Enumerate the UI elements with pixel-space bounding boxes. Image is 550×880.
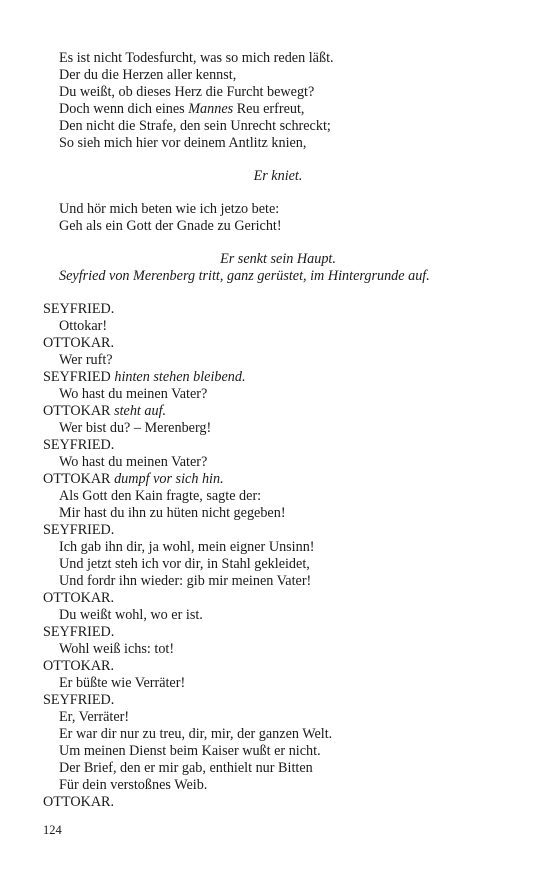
speaker-name: SEYFRIED. (43, 437, 115, 453)
spacer (43, 185, 513, 201)
stage-direction: Seyfried von Merenberg tritt, ganz gerüstet, im Hintergrunde auf. (59, 268, 430, 284)
dialogue-line: Ottokar! (59, 318, 108, 334)
speaker-line (43, 794, 513, 811)
dialogue-line: Und jetzt steh ich vor dir, in Stahl gekleidet, (59, 556, 310, 572)
dialogue-line: Wo hast du meinen Vater? (59, 386, 208, 402)
verse-line: Es ist nicht Todesfurcht, was so mich reden läßt. (59, 50, 334, 66)
speaker-line (43, 471, 513, 488)
stage-note: steht auf. (114, 403, 167, 419)
emphasized-word: Mannes (188, 101, 234, 117)
speaker-line (43, 692, 513, 709)
dialogue-line: Um meinen Dienst beim Kaiser wußt er nicht. (59, 743, 321, 759)
dialogue-line: Ich gab ihn dir, ja wohl, mein eigner Unsinn! (59, 539, 315, 555)
verse-line: Den nicht die Strafe, den sein Unrecht schreckt; (59, 118, 331, 134)
dialogue-line: Der Brief, den er mir gab, enthielt nur Bitten (59, 760, 313, 776)
dialogue-line: Wer bist du? – Merenberg! (59, 420, 212, 436)
verse-line: Der du die Herzen aller kennst, (59, 67, 237, 83)
dialogue-line: Du weißt wohl, wo er ist. (59, 607, 203, 623)
verse-text: Reu erfreut, (233, 101, 305, 117)
dialogue-line: Er, Verräter! (59, 709, 130, 725)
text-block (43, 50, 513, 811)
speaker-line (43, 624, 513, 641)
speaker-name: OTTOKAR (43, 403, 111, 419)
page-number: 124 (43, 823, 62, 837)
speaker-line (43, 335, 513, 352)
speaker-line (43, 301, 513, 318)
dialogue-line: Wo hast du meinen Vater? (59, 454, 208, 470)
speaker-line (43, 590, 513, 607)
speaker-line (43, 437, 513, 454)
verse-line (43, 101, 513, 118)
speaker-name: OTTOKAR. (43, 590, 115, 606)
stage-direction: Er senkt sein Haupt. (220, 251, 336, 267)
speaker-name: SEYFRIED (43, 369, 111, 385)
verse-text: Doch wenn dich eines (59, 101, 189, 117)
dialogue-line: Wohl weiß ichs: tot! (59, 641, 175, 657)
verse-line: Und hör mich beten wie ich jetzo bete: (59, 201, 280, 217)
speaker-line (43, 522, 513, 539)
speaker-name: OTTOKAR. (43, 794, 115, 810)
speaker-name: SEYFRIED. (43, 692, 115, 708)
dialogue-line: Mir hast du ihn zu hüten nicht gegeben! (59, 505, 286, 521)
dialogue (43, 301, 513, 811)
dialogue-line: Und fordr ihn wieder: gib mir meinen Vater! (59, 573, 312, 589)
dialogue-line: Als Gott den Kain fragte, sagte der: (59, 488, 262, 504)
verse-line: Geh als ein Gott der Gnade zu Gericht! (59, 218, 282, 234)
stage-direction: Er kniet. (253, 168, 303, 184)
dialogue-line: Für dein verstoßnes Weib. (59, 777, 208, 793)
dialogue-line: Er büßte wie Verräter! (59, 675, 186, 691)
stage-note: dumpf vor sich hin. (114, 471, 224, 487)
dialogue-line: Wer ruft? (59, 352, 113, 368)
spacer (43, 235, 513, 251)
speaker-name: SEYFRIED. (43, 301, 115, 317)
dialogue-line: Er war dir nur zu treu, dir, mir, der ganzen Welt. (59, 726, 333, 742)
speaker-line (43, 403, 513, 420)
speaker-name: SEYFRIED. (43, 522, 115, 538)
speaker-name: OTTOKAR (43, 471, 111, 487)
speaker-name: OTTOKAR. (43, 335, 115, 351)
spacer (43, 285, 513, 301)
stage-note: hinten stehen bleibend. (114, 369, 246, 385)
speaker-name: SEYFRIED. (43, 624, 115, 640)
verse-line: Du weißt, ob dieses Herz die Furcht bewegt? (59, 84, 315, 100)
speaker-line (43, 658, 513, 675)
spacer (43, 152, 513, 168)
speaker-line (43, 369, 513, 386)
speaker-name: OTTOKAR. (43, 658, 115, 674)
verse-line: So sieh mich hier vor deinem Antlitz knien, (59, 135, 307, 151)
